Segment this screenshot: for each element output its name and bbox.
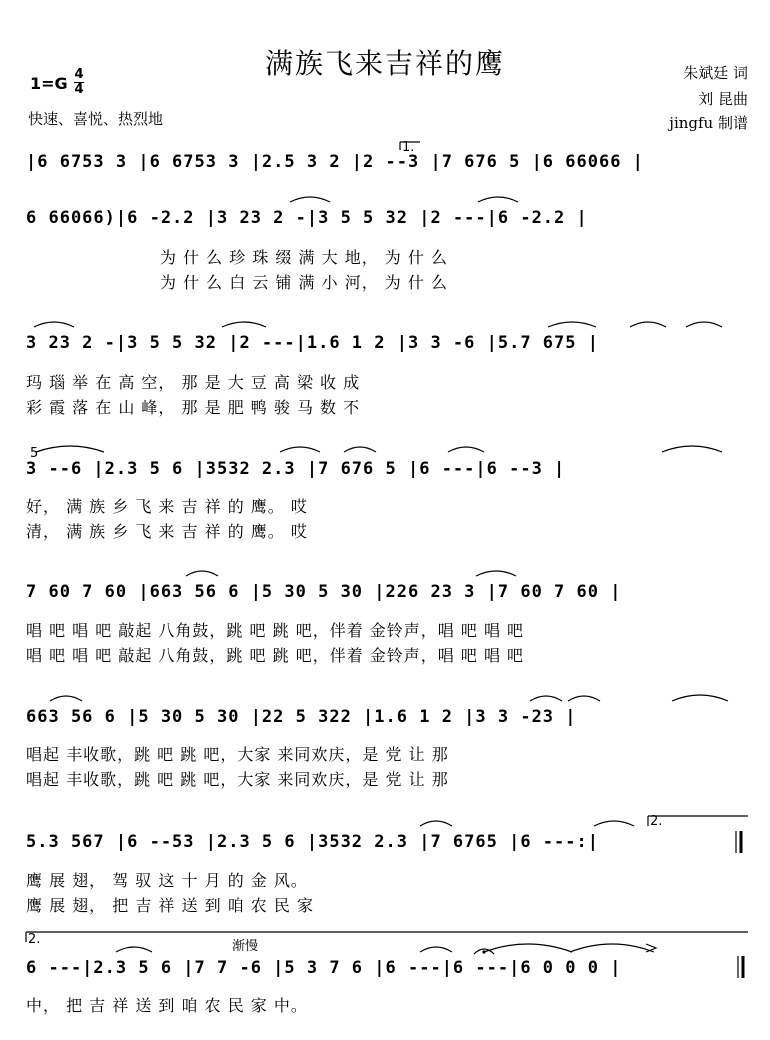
- slur: [672, 695, 728, 701]
- lyric-row-5-verse-1: 唱 吧 唱 吧 敲起 八角鼓，跳 吧 跳 吧，伴着 金铃声，唱 吧 唱 吧: [26, 621, 525, 640]
- notation-row-1: |6 6753 3 |6 6753 3 |2.5 3 2 |2 --3 |7 676 5 |6 66066 |: [26, 152, 644, 172]
- lyric-row-3-verse-2: 彩 霞 落 在 山 峰， 那 是 肥 鸭 骏 马 数 不: [26, 398, 361, 417]
- slur: [476, 571, 516, 576]
- slur: [568, 696, 600, 701]
- tie: [484, 944, 572, 952]
- slur: [280, 447, 320, 452]
- notation-row-7: 5.3 567 |6 --53 |2.3 5 6 |3532 2.3 |7 6765 |6 ---:|: [26, 832, 599, 852]
- slur: [548, 322, 596, 327]
- slur: [116, 947, 152, 952]
- notation-row-4: 3 --6 |2.3 5 6 |3532 2.3 |7 676 5 |6 ---|6 --3 |: [26, 459, 566, 479]
- lyric-row-8-verse-1: 中， 把 吉 祥 送 到 咱 农 民 家 中。: [26, 996, 308, 1015]
- tie: [570, 944, 654, 952]
- lyric-row-6-verse-2: 唱起 丰收歌，跳 吧 跳 吧，大家 来同欢庆，是 党 让 那: [26, 770, 449, 789]
- first-ending-mark: 1.: [402, 140, 415, 155]
- lyric-row-4-verse-2: 清， 满 族 乡 飞 来 吉 祥 的 鹰。 哎: [26, 522, 308, 541]
- second-ending-bracket: [26, 932, 748, 942]
- lyric-row-5-verse-2: 唱 吧 唱 吧 敲起 八角鼓，跳 吧 跳 吧，伴着 金铃声，唱 吧 唱 吧: [26, 646, 525, 665]
- grace-note-mark: 5: [30, 446, 39, 461]
- slur: [420, 821, 452, 826]
- notation-row-3: 3 23 2 -|3 5 5 32 |2 ---|1.6 1 2 |3 3 -6 |5.7 675 |: [26, 333, 599, 353]
- slur: [34, 322, 74, 327]
- lyric-row-6-verse-1: 唱起 丰收歌，跳 吧 跳 吧，大家 来同欢庆，是 党 让 那: [26, 745, 449, 764]
- key-signature: 1=G: [30, 74, 68, 93]
- slur: [478, 197, 518, 202]
- tempo-marking: 快速、喜悦、热烈地: [28, 110, 164, 128]
- arranger-credit: jingfu 制谱: [669, 114, 748, 132]
- slur: [290, 197, 330, 202]
- notation-row-6: 663 56 6 |5 30 5 30 |22 5 322 |1.6 1 2 |3 3 -23 |: [26, 707, 577, 727]
- second-ending-mark-top: 2.: [650, 814, 663, 829]
- second-ending-mark-bottom: 2.: [28, 932, 41, 947]
- lyric-row-2-verse-2: 为 什 么 白 云 铺 满 小 河， 为 什 么: [160, 273, 448, 292]
- first-ending-bracket: [400, 142, 420, 150]
- slur: [222, 322, 266, 327]
- time-signature-top: 4: [74, 67, 84, 82]
- slur: [50, 696, 82, 701]
- lyric-row-7-verse-1: 鹰 展 翅， 驾 驭 这 十 月 的 金 风。: [26, 871, 308, 890]
- slur: [686, 322, 722, 327]
- slur: [662, 446, 722, 452]
- song-title: 满族飞来吉祥的鹰: [264, 47, 505, 80]
- slur: [186, 571, 218, 576]
- notation-row-5: 7 60 7 60 |663 56 6 |5 30 5 30 |226 23 3 |7 60 7 60 |: [26, 582, 622, 602]
- lyric-row-4-verse-1: 好， 满 族 乡 飞 来 吉 祥 的 鹰。 哎: [26, 497, 308, 516]
- notation-row-2: 6 66066)|6 -2.2 |3 23 2 -|3 5 5 32 |2 ---|6 -2.2 |: [26, 208, 588, 228]
- slur: [448, 447, 484, 452]
- lyricist-credit: 朱斌廷 词: [683, 64, 748, 82]
- lyric-row-3-verse-1: 玛 瑙 举 在 高 空， 那 是 大 豆 高 梁 收 成: [26, 373, 361, 392]
- slur: [420, 947, 452, 952]
- lyric-row-7-verse-2: 鹰 展 翅， 把 吉 祥 送 到 咱 农 民 家: [26, 896, 314, 915]
- slur: [344, 447, 376, 452]
- time-signature-bottom: 4: [74, 82, 84, 97]
- ritardando-mark: 渐慢: [232, 939, 259, 954]
- slur: [530, 696, 562, 701]
- second-ending-bracket: [648, 816, 748, 826]
- notation-row-8: 6 ---|2.3 5 6 |7 7 -6 |5 3 7 6 |6 ---|6 ---|6 0 0 0 |: [26, 958, 622, 978]
- lyric-row-2-verse-1: 为 什 么 珍 珠 缀 满 大 地， 为 什 么: [160, 248, 448, 267]
- slur: [594, 821, 634, 826]
- slur: [630, 322, 666, 327]
- slur: [36, 446, 104, 452]
- composer-credit: 刘 昆曲: [698, 90, 748, 108]
- fermata-dot: [482, 950, 485, 953]
